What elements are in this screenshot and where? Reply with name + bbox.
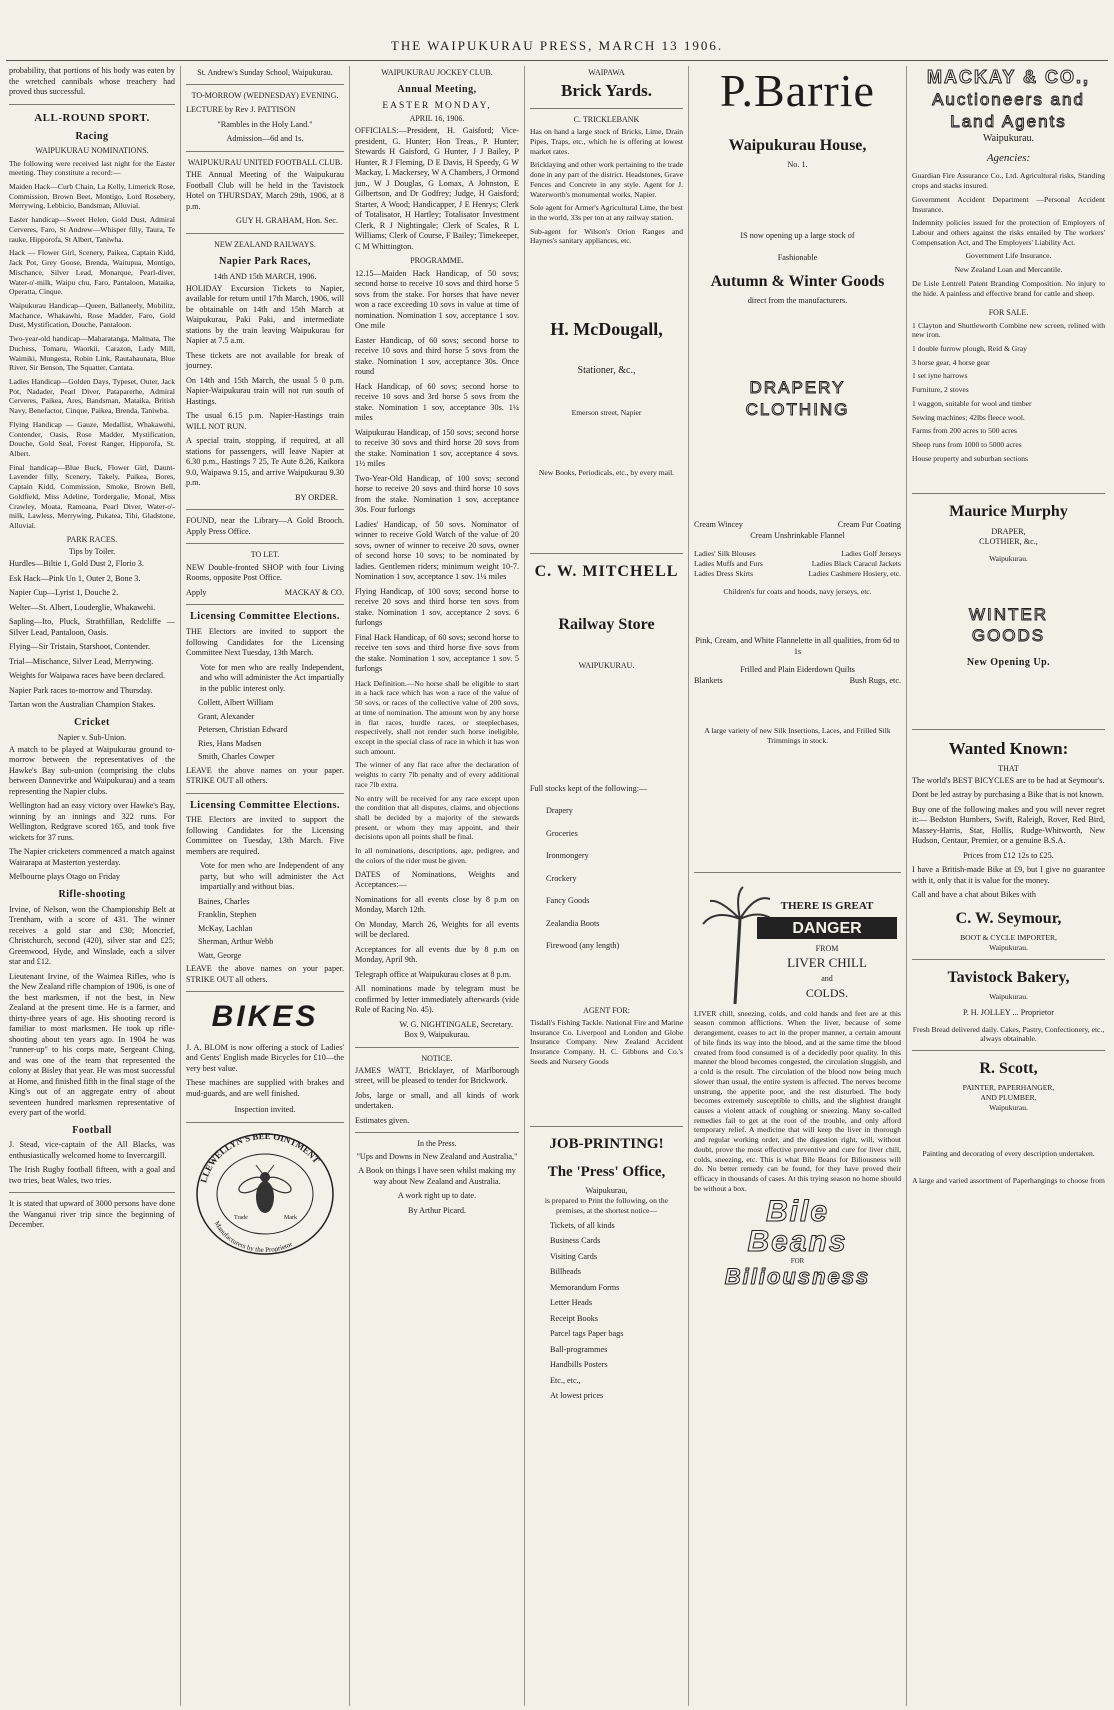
column-container (4, 66, 1110, 1706)
drapery-heading: DRAPERY (749, 377, 846, 397)
candidate-name: Collett, Albert William (198, 698, 274, 707)
two-year-old: Two-year-old handicap—Maharatanga, Malmata, The Duchess, Tomaru, Waorkii, Carazon, Lady Mill, Waimiki, Mungesta, Robin Link, Rautahaunata, Blue River, Sir Benson, The Squatter, Cantata. (9, 334, 175, 373)
intro-text: probability, that portions of his body was eaten by the wretched cannibals whose treachery had proved thus successful. (9, 66, 175, 96)
caracul-jackets: Ladies Black Caracul Jackets (811, 559, 901, 569)
print-item: Billheads (550, 1267, 581, 1277)
danger-banner (694, 879, 901, 1009)
assortment: A large and varied assortment of Paperhangings to choose from (912, 1176, 1105, 1186)
easter-handicap: Easter handicap—Sweet Helen, Gold Dust, Admiral Cerveres, Faro, St Andrew—Whisper filly, Taura, Te rauke, Hipporofa, St Albert, Taniwha. (9, 215, 175, 244)
agency-5: New Zealand Loan and Mercantile. (954, 265, 1063, 275)
dates-4: Telegraph office at Waipukurau closes at 8 p.m. (355, 969, 512, 979)
candidate-name: Watt, George (198, 950, 242, 960)
liver-chill-text: LIVER chill, sneezing, colds, and cold hands and feet are at this season common afflictions. When the liver, because of some derangement, ceases to act in the proper manner, a certain amount of bile finds its way into the blood, and at the same time the blood created from food consumed is of a decidedly poor quality. In this manner the blood becomes congested, the circulation sluggish, and a cold is the result. The circulation of the blood now being much slower than usual, the entire system is affected. The nerves become unstrung, the appetite poor, and the rest disturbed. The body becomes extremely susceptible to chills, and the slightest draught causes a violent attack of coughing or sneezing. Many so-called remedies fail to get at the root of the trouble, and only afford temporary relief. A medicine that will keep the liver in thorough and regular working order, and the digestion right, will, without doubt, prove the most effective preventive and cure for liver chill, colds, sneezing, etc. This is what Bile Beans for Biliousness will do. No better remedy can be found, for they have proved their efficacy in thousands of cases. At this trying season no home should be without a box. (694, 1008, 901, 1193)
biliousness-word: Biliousness (724, 1264, 871, 1290)
masthead-title: THE WAIPUKURAU PRESS, MARCH 13 1906. (390, 38, 724, 53)
licensing-names-1 (186, 698, 344, 763)
bikes-text-2: These machines are supplied with brakes and mud-guards, and are well finished. (186, 1078, 344, 1098)
land-agents: Land Agents (950, 111, 1067, 131)
tip-esk-hack: Esk Hack—Pink Un 1, Outer 2, Bone 3. (9, 573, 141, 583)
tavistock-heading: Tavistock Bakery, (947, 968, 1070, 986)
football-p1: J. Stead, vice-captain of the All Blacks, was enthusiastically welcomed home to Invercargill. (9, 1140, 175, 1160)
print-item: Business Cards (550, 1236, 601, 1246)
brick-p1: Has on hand a large stock of Bricks, Lime, Drain Pipes, Traps, etc., which he is offering at lowest market rates. (530, 127, 683, 156)
direct-from: direct from the manufacturers. (747, 296, 848, 306)
found-notice: FOUND, near the Library—A Gold Brooch. Apply Press Office. (186, 516, 344, 536)
park-races-heading: PARK RACES. (66, 534, 118, 544)
prepared-text: is prepared to Print the following, on the premises, at the shortest notice— (544, 1196, 669, 1215)
winter-heading: WINTER (968, 604, 1049, 624)
annual-meeting: Annual Meeting, (397, 84, 477, 96)
bread-text: Fresh Bread delivered daily. Cakes, Pastry, Confectionery, etc., always obtainable. (912, 1024, 1105, 1044)
print-list (530, 1221, 683, 1402)
maiden-hack: Maiden Hack—Curb Chain, La Kelly, Limerick Rose, Commission, Brown Beet, Montigo, Lord Rosebery, Merrywing, Lebbicio, Bandsman, Alluvial. (9, 182, 175, 211)
notice-text: JAMES WATT, Bricklayer, of Marlborough street, will be pleased to tender for Brickwork. (355, 1065, 519, 1086)
print-item: Letter Heads (550, 1298, 593, 1308)
print-item: Receipt Books (550, 1313, 598, 1323)
column-jockey-club (350, 66, 525, 1706)
golf-jerseys: Ladies Golf Jerseys (841, 549, 901, 559)
prog-7: Flying Handicap, of 100 sovs; second horse to receive 20 sovs and third horse ten sovs from stake. Nomination 1 sov, acceptance 2 sovs. 6 furlongs (355, 586, 519, 628)
print-item: Etc., etc., (550, 1375, 581, 1385)
danger-line5: and (820, 973, 833, 983)
tavistock-town: Waipukurau. (989, 992, 1028, 1002)
tricklebank: C. TRICKLEBANK (573, 114, 640, 124)
tartan-note: Tartan won the Australian Champion Stakes. (9, 700, 156, 710)
prog-3: Hack Handicap, of 60 sovs; second horse to receive 10 sovs and 3rd horse 5 sovs from the stake. Nomination 1 sov, acceptance 30s. 1¼ miles (355, 381, 519, 423)
to-let-apply: Apply (186, 587, 207, 597)
seal-mark: Mark (284, 1214, 297, 1221)
scott-heading: R. Scott, (979, 1059, 1038, 1077)
mitchell-waipukurau: WAIPUKURAU. (578, 661, 635, 671)
entry-rule: No entry will be received for any race except upon the condition that all disputes, claims, and objections shall be decided by a majority of the stewards present, or whom they may appoint, and their decisions upon all points shall be final. (355, 793, 519, 842)
rail-p3: On 14th and 15th March, the usual 5 0 p.m. Napier-Waipukurau train will not run south of Hastings. (186, 375, 344, 406)
tip-flying: Flying—Sir Tristain, Starshoot, Contender. (9, 642, 151, 652)
licensing-heading-2: Licensing Committee Elections. (190, 799, 340, 811)
prog-4: Waipukurau Handicap, of 150 sovs; second horse to receive 30 sovs and third horse 20 sovs from the stake. Nomination 1 sov, acceptance 4 sovs. 1½ miles (355, 427, 519, 469)
licensing-heading-1: Licensing Committee Elections. (190, 611, 340, 623)
muffs-furs: Ladies Muffs and Furs (694, 559, 763, 569)
for-sale-3: 3 horse gear, 4 horse gear (912, 357, 990, 367)
licensing-leave-1: LEAVE the above names on your paper. STRIKE OUT all others. (186, 765, 344, 785)
danger-line4: LIVER CHILL (786, 954, 867, 970)
column-ads-2 (907, 66, 1110, 1706)
agency-2: Government Accident Department —Personal Accident Insurance. (912, 194, 1105, 214)
final-handicap: Final handicap—Blue Buck, Flower Girl, Daunt-Lavender filly, Scenery, Takely, Paikea, Bores, Captain Kidd, Commission, Smoke, Brown Bell, Goldfield, Miss Adeline, Tordergalie, Monal, Miss Crawley, Moata, Ramoana, Pearl Diver, Water-o'-milk, Lawless, Merrywing, Pukatea, Tihi, Gladstone, Alluvial. (9, 462, 175, 531)
candidate-name: Ries, Hans Madsen (198, 738, 262, 748)
cricket-heading: Cricket (74, 716, 110, 728)
plumber: AND PLUMBER, (980, 1093, 1037, 1103)
candidate-name: Sherman, Arthur Webb (198, 937, 274, 947)
mackay-town: Waipukurau. (982, 132, 1035, 144)
wanted-3: Buy one of the following makes and you will never regret it:— Bedston Humbers, Swift, Raleigh, Rover, Red Bird, Massey-Harris, Star, Hollis, Rudge-Whitworth, New Hudson, Centaur, Premier, or a genuine B.S.A. (912, 804, 1105, 846)
brick-yards: Brick Yards. (561, 81, 652, 101)
wanted-1: The world's BEST BICYCLES are to be had at Seymour's. (912, 775, 1105, 785)
lecture-line: LECTURE by Rev J. PATTISON (186, 105, 296, 115)
easter-monday: EASTER MONDAY, (382, 101, 492, 112)
print-item: Ball-programmes (550, 1344, 608, 1354)
club-heading: WAIPUKURAU JOCKEY CLUB. (381, 68, 493, 77)
blankets: Blankets (694, 675, 723, 685)
opening-text: IS now opening up a large stock of (740, 230, 855, 240)
rifle-p1: Irvine, of Nelson, won the Championship Belt at Trentham, with a score of 431. The winner receives a gold star and £30; Moncrief, Christchurch, second (420), silver star and £25; Greenwood, Hyde, and Winslade, each a silver star and £12. (9, 904, 175, 967)
tip-napier-cup: Napier Cup—Lyrist 1, Douche 2. (9, 588, 119, 598)
scott-town: Waipukurau. (989, 1102, 1028, 1112)
candidate-name: Petersen, Christian Edward (198, 725, 288, 734)
bikes-heading: BIKES (211, 1000, 319, 1034)
railways-sub: Napier Park Races, (219, 255, 311, 267)
hack-entries: Hack — Flower Girl, Scenery, Paikea, Captain Kidd, Jack Pot, Grey Goose, Brenda, Waitupua, Montigo, Mischance, Silver Lead, Monarque, Pearl-diver, Water-o'-milk, Waipu chu, Faro, Pantaloon, Mataika, Operatta, Cinque. (9, 248, 175, 297)
cricket-p3: The Napier cricketers commenced a match against Wairarapa at Masterton yesterday. (9, 847, 175, 867)
wanted-2: Dont be led astray by purchasing a Bike that is not known. (912, 790, 1104, 800)
bikes-inspect: Inspection invited. (234, 1105, 296, 1115)
print-item: Tickets, of all kinds (550, 1220, 615, 1230)
silk-insertions: A large variety of new Silk Insertions, Laces, and Frilled Silk Trimmings in stock. (704, 726, 891, 746)
agency-4: Government Life Insurance. (965, 251, 1052, 261)
brick-p3: Sole agent for Armer's Agricultural Lime, the best in the world, 33s per ton at any railway station. (530, 203, 683, 222)
licensing-text-2: THE Electors are invited to support the following Candidates for the Licensing Committee on Tuesday, 13th March. Five members are required. (186, 815, 344, 856)
rail-p1: HOLIDAY Excursion Tickets to Napier, available for return until 17th March, 1906, will be obtainable on 14th and 15th March at Waipukurau, Paki Paki, and intermediate stations by the train leaving Waipukurau for Napier at 7.5 a.m. (186, 283, 344, 346)
tip-sapling: Sapling—Ito, Pluck, Strathfillan, Redcliffe — Silver Lead, Pantaloon, Oasis. (9, 617, 175, 637)
svg-text:Manufacturers by the Proprieto (213, 1219, 295, 1253)
to-let-sig: MACKAY & CO. (284, 587, 344, 597)
stock-item: Crockery (546, 873, 577, 883)
draper: DRAPER, (991, 526, 1026, 536)
house-number: No. 1. (787, 160, 808, 170)
railways-heading: NEW ZEALAND RAILWAYS. (214, 239, 316, 249)
agency-3: Indemnity policies issued for the protection of Employers of Labour and others against the risks entailed by The workers' Compensation Act, and The Employers' Liability Act. (912, 218, 1105, 247)
seymour-heading: C. W. Seymour, (955, 909, 1062, 927)
nominations-heading: WAIPUKURAU NOMINATIONS. (35, 146, 149, 156)
cream-wincey: Cream Wincey (694, 520, 743, 530)
waipukurau-handicap: Waipukurau Handicap—Queen, Ballaneely, Mobilitz, Machance, Whakawhi, Rose Madder, Faro, Gold Dust, Mystification, Douche, Pantaloon. (9, 300, 175, 330)
cream-flannel: Cream Unshrinkable Flannel (750, 530, 845, 540)
print-item: Handbills Posters (550, 1360, 608, 1370)
mitchell: C. W. MITCHELL (534, 563, 679, 581)
officials: OFFICIALS:—President, H. Gaisford; Vice-president, G. Hunter; Hon Treas., P. Hunter; Stewards H Gaisford, G Hunter, J J Bailey, P Hunter, R J Fleming, D E Davis, H Speedy, G W Mackay, L Mackersey, W A Chambers, J Ormond jun., W J Douglas, G Lomax, A Johnston, E Gilbertson, and Dr Godfrey; Judge, H Gaisford; Starter, A Wood; Handicapper, J E Henrys; Clerk of Totalisator, H Hartley; Totalisator Investment Clerk, R J Nightingale; Clerk of Scales, R L Williams; Clerk of Course, F Bailey; Timekeeper, C M Whittington. (355, 126, 519, 251)
stock-list (530, 806, 683, 952)
flying-handicap: Flying Handicap — Gauze, Medallist, Whakawehi, Contender, Oasis, Rose Madder, Mystification, Douche, Gold Seal, Forest Ranger, Hipporofa, St. Albert. (9, 419, 175, 459)
clothing-heading: CLOTHING (745, 399, 850, 419)
dress-skirts: Ladies Dress Skirts (694, 568, 754, 578)
stock-item: Groceries (546, 828, 578, 838)
for-sale-4: 1 set iyne harrows (912, 371, 968, 381)
beans-word: Beans (747, 1225, 848, 1259)
notice-heading: NOTICE. (421, 1053, 453, 1063)
rifle-p2: Lieutenant Irvine, of the Waimea Rifles, who is the New Zealand rifle champion of 1906, is one of the best marksmen, if not the best, in New Zealand at the present time. He is a farmer, and thirty-three years of age. His shooting record is familiar to most marksmen. He took up rifle-shooting about ten years ago. In 1904 he was "runner-up" to his corps mate, Sergeant Ching, and was one of the team that represented the colony at Bisley that year. He was most successful at Home, and finished fifth in the final stage of the King's out of an aggregate entry of about seventeen hundred marksmen representative of every part of the world. (9, 971, 175, 1118)
dates-1: Nominations for all events close by 8 p.m on Monday, March 12th. (355, 894, 519, 915)
seymour-town: Waipukurau. (989, 943, 1028, 953)
prog-8: Final Hack Handicap, of 60 sovs; second horse to receive ten sovs and third horse five sovs from the stake. Nomination 1 sov, acceptance 1 sov. 5 furlongs (355, 632, 519, 674)
bile-word: Bile (765, 1195, 830, 1229)
p-barrie-logo: P.Barrie (720, 66, 875, 116)
prog-5: Two-Year-Old Handicap, of 100 sovs; second horse to receive 20 sovs and third horse 10 sovs from the stake. Nomination 1 sov, acceptance 30s. Four furlongs (355, 473, 519, 515)
new-opening: New Opening Up. (966, 657, 1051, 669)
cricket-p2: Wellington had an easy victory over Hawke's Bay, winning by an innings and 322 runs. For Wellington, Redgrave scored 165, and took five wickets for 37 runs. (9, 801, 175, 842)
press-date: A work right up to date. (397, 1191, 477, 1201)
stocks-heading: Full stocks kept of the following:— (530, 783, 648, 793)
seal-text: LLEWELLYN'S BEE OINTMENT (198, 1130, 322, 1184)
press-desc: A Book on things I have seen whilst making my way about New Zealand and Australia. (358, 1166, 516, 1186)
football-club-heading: WAIPUKURAU UNITED FOOTBALL CLUB. (187, 157, 343, 167)
decorating: Painting and decorating of every description undertaken. (922, 1148, 1095, 1158)
football-p3: It is stated that upward of 3000 persons have done the Wanganui river trip since the beginning of December. (9, 1199, 175, 1230)
notice-text-3: Estimates given. (355, 1115, 410, 1125)
clothier: CLOTHIER, &c., (979, 537, 1038, 547)
programme-heading: PROGRAMME. (410, 256, 464, 266)
tip-welter: Welter—St. Albert, Louderglie, Whakawehi. (9, 602, 156, 612)
murphy-heading: Maurice Murphy (949, 503, 1068, 521)
nomination-rule: In all nominations, descriptions, age, pedigree, and the colors of the rider must be given. (355, 846, 519, 865)
stock-item: Zealandia Boots (546, 918, 600, 928)
church-heading: St. Andrew's Sunday School, Waipukurau. (197, 68, 333, 77)
stock-item: Firewood (any length) (546, 941, 620, 951)
weights-note: Weights for Waipawa races have been declared. (9, 671, 166, 681)
wanted-known: Wanted Known: (948, 738, 1069, 758)
dates-3: Acceptances for all events due by 8 p.m on Monday, April 9th. (355, 944, 519, 965)
jolley: P. H. JOLLEY ... Proprietor (963, 1008, 1054, 1018)
column-sport (4, 66, 181, 1706)
candidate-name: Smith, Charles Cowper (198, 752, 275, 761)
press-office-town: Waipukurau, (585, 1185, 628, 1195)
painter: PAINTER, PAPERHANGER, (962, 1083, 1055, 1093)
licensing-vote-2: Vote for men who are Independent of any party, but who will administer the Act impartially and without bias. (200, 861, 344, 892)
for-sale-2: 1 double furrow plough, Reid & Gray (912, 343, 1027, 353)
press-office: The 'Press' Office, (547, 1163, 666, 1180)
for-sale-9: Sheep runs from 1000 to 5000 acres (912, 440, 1022, 450)
column-notices (181, 66, 350, 1706)
sport-heading: ALL-ROUND SPORT. (34, 111, 150, 124)
for-sale-8: Farms from 200 acres to 500 acres (912, 426, 1018, 436)
waipukurau-house: Waipukurau House, (728, 137, 867, 154)
railway-store: Railway Store (558, 615, 655, 633)
new-books: New Books, Periodicals, etc., by every mail. (538, 467, 675, 477)
column-ads-1 (525, 66, 689, 1706)
railways-dates: 14th AND 15th MARCH, 1906. (213, 271, 317, 281)
park-tips: Tips by Toiler. (68, 547, 116, 556)
agencies-heading: Agencies: (986, 152, 1031, 165)
goods-heading: GOODS (971, 626, 1046, 646)
for-sale-6: 1 waggon, suitable for wool and timber (912, 398, 1032, 408)
licensing-vote-1: Vote for men who are really Independent, and who will administer the Act impartially in the public interest only. (200, 662, 344, 693)
svg-text:LLEWELLYN'S BEE OINTMENT (198, 1131, 321, 1184)
mcdougall-street: Emerson street, Napier (571, 407, 642, 417)
rail-p4: The usual 6.15 p.m. Napier-Hastings train WILL NOT RUN. (186, 411, 344, 431)
silk-blouses: Ladies' Silk Blouses (694, 549, 756, 559)
secretary-sig: W. G. NIGHTINGALE, Secretary. (399, 1019, 513, 1029)
cream-fur: Cream Fur Coating (837, 520, 901, 530)
tip-hurdles: Hurdles—Biltie 1, Gold Dust 2, Florio 3. (9, 559, 144, 569)
church-time: TO-MORROW (WEDNESDAY) EVENING. (191, 91, 339, 101)
stock-item: Drapery (546, 806, 573, 816)
stock-item: Ironmongery (546, 851, 589, 861)
print-item: Parcel tags Paper bags (550, 1329, 624, 1339)
wanted-5: I have a British-made Bike at £9, but I give no guarantee with it, only that it is value for the money. (912, 865, 1105, 885)
candidate-name: Franklin, Stephen (198, 910, 257, 920)
licensing-text-1: THE Electors are invited to support the following Candidates for the Licensing Committee Next Tuesday, 13th March. (186, 627, 344, 657)
fashionable: Fashionable (777, 253, 818, 263)
for-sale-10: House property and suburban sections (912, 453, 1028, 463)
agent-heading: AGENT FOR: (583, 1005, 630, 1015)
napier-park-note: Napier Park races to-morrow and Thursday. (9, 685, 153, 695)
tip-trial: Trial—Mischance, Silver Lead, Merrywing. (9, 656, 154, 666)
children-coats: Children's fur coats and hoods, navy jerseys, etc. (723, 586, 872, 596)
rail-p5: A special train, stopping, if required, at all stations for passengers, will leave Napier at 6.30 p.m., Hastings 7 25, Te Aute 8.26, Kaikora 9.0, Waipawa 9.15, and arrive Waipukurau 9.30 p.m. (186, 436, 344, 488)
mcdougall: H. McDougall, (550, 319, 663, 340)
to-let-text: NEW Double-fronted SHOP with four Living Rooms, opposite Post Office. (186, 562, 344, 583)
candidate-name: Grant, Alexander (198, 711, 255, 721)
rail-p2: These tickets are not available for break of journey. (186, 350, 344, 371)
hack-definition: Hack Definition.—No horse shall be eligible to start in a hack race which has won a race of the value of 50 sovs, or races of the collective value of 200 sovs, at time of nomination. The amount won by any horse in flat races, hurdle races, or steeplechases, respectively, shall not render such horse ineligible, except in the special class of race in which it has won such amount. (355, 678, 519, 756)
wanted-6: Call and have a chat about Bikes with (912, 890, 1036, 900)
mackay-heading: MACKAY & CO., (926, 67, 1091, 87)
brick-p2: Bricklaying and other work pertaining to the trade done in any part of the district. Headstones, Grave Fences and Concrete in any style. Agent for J. Waterworth's monumental works, Napier. (530, 160, 683, 199)
waipawa-label: WAIPAWA (588, 68, 625, 77)
brick-p4: Sub-agent for Wilson's Orion Ranges and Haynes's sanitary appliances, etc. (530, 226, 683, 246)
candidate-name: Baines, Charles (198, 896, 250, 906)
dates-heading: DATES of Nominations, Weights and Acceptances:— (355, 869, 519, 890)
press-title: "Ups and Downs in New Zealand and Australia," (356, 1151, 518, 1161)
job-printing: JOB-PRINTING! (549, 1136, 664, 1153)
danger-line2: DANGER (791, 919, 862, 937)
seal-sub: Manufacturers by the Proprietor (212, 1219, 294, 1254)
football-p2: The Irish Rugby football fifteen, with a goal and two tries, beat Wales, two tries. (9, 1165, 175, 1185)
lecture-title: "Rambles in the Holy Land." (217, 119, 313, 129)
prog-6: Ladies' Handicap, of 50 sovs. Nominator of winner to receive Gold Watch of the value of 20 sovs, owner of winner to receive 20 sovs, owner of second horse 10 sovs; to be nominated by ladies. Gentlemen riders; minimum weight 10-7. Nomination 1 sov, acceptance 1 sov. 1¼ miles (355, 519, 519, 582)
danger-line6: COLDS. (805, 985, 848, 1000)
print-item: Memorandum Forms (550, 1282, 620, 1292)
flannelette: Pink, Cream, and White Flannelette in all qualities, from 6d to 1s (695, 636, 900, 656)
prog-1: 12.15—Maiden Hack Handicap, of 50 sovs; second horse to receive 10 sovs and third horse 5 sovs from the stake. For horses that have never won a race exceeding 10 sovs in value at time of nomination. Nomination 1 sov, acceptance 1 sov. One mile (355, 268, 519, 331)
rail-sig: BY ORDER. (295, 492, 338, 502)
for-sale-1: 1 Clayton and Shuttleworth Combine new screen, relined with new iron. (912, 320, 1105, 340)
stationer: Stationer, &c., (577, 365, 636, 377)
football-club-sig: GUY H. GRAHAM, Hon. Sec. (235, 216, 338, 226)
prog-2: Easter Handicap, of 60 sovs; second horse to receive 10 sovs and third horse 5 sovs from the stake. Nomination 1 sov, acceptance 30s. Once round (355, 335, 519, 377)
wanted-4: Prices from £12 12s to £25. (963, 850, 1054, 860)
racing-heading: Racing (75, 130, 109, 142)
notice-text-2: Jobs, large or small, and all kinds of work undertaken. (355, 1090, 519, 1111)
boot-cycle: BOOT & CYCLE IMPORTER, (960, 933, 1057, 943)
rifle-heading: Rifle-shooting (58, 888, 126, 900)
bile-beans-logo (694, 1197, 901, 1288)
murphy-town: Waipukurau. (989, 553, 1028, 563)
masthead-rule (6, 60, 1108, 61)
danger-line3: FROM (815, 943, 838, 953)
bee-ointment-seal (186, 1129, 344, 1263)
winner-rule: The winner of any flat race after the declaration of weights to carry 7lb penalty and of every additional race 7lb extra. (355, 760, 519, 789)
meeting-date: APRIL 16, 1906. (409, 114, 465, 124)
autumn-winter: Autumn & Winter Goods (710, 272, 885, 290)
to-let-heading: TO LET. (250, 550, 280, 560)
eiderdown-quilts: Frilled and Plain Eiderdown Quilts (740, 665, 855, 675)
football-heading: Football (72, 1124, 112, 1136)
for-sale-7: Sewing machines; 42lbs fleece wool. (912, 412, 1025, 422)
cashmere-hosiery: Ladies Cashmere Hosiery, etc. (808, 568, 901, 578)
palm-tree-icon (695, 879, 901, 1009)
nominations-intro: The following were received last night for the Easter meeting. They constitute a record:— (9, 158, 175, 178)
press-heading: In the Press. (417, 1139, 457, 1149)
cricket-sub: Napier v. Sub-Union. (57, 732, 127, 742)
cricket-p4: Melbourne plays Otago on Friday (9, 872, 120, 882)
auctioneers: Auctioneers and (932, 90, 1085, 110)
print-item: At lowest prices (550, 1391, 604, 1401)
danger-line1: THERE IS GREAT (780, 899, 873, 912)
box-address: Box 9, Waipukurau. (404, 1030, 470, 1040)
stock-item: Fancy Goods (546, 896, 590, 906)
licensing-names-2 (186, 897, 344, 962)
ladies-handicap: Ladies Handicap—Golden Days, Typeset, Outer, Jack Pot, Nadader, Pearl Diver, Pataparerhe, Admiral Cerveres, Paikea, Ares, Bandsman, Mataika, British Navy, Benefactor, Cinque, Paikea, Brenda, Taniwha. (9, 376, 175, 416)
bush-rugs: Bush Rugs, etc. (849, 675, 901, 685)
candidate-name: McKay, Lachlan (198, 923, 253, 933)
that-label: THAT (998, 763, 1019, 773)
agency-1: Guardian Fire Assurance Co., Ltd. Agricultural risks, Standing crops and stacks insured. (912, 171, 1105, 191)
column-p-barrie (689, 66, 907, 1706)
seal-trade: Trade (234, 1214, 248, 1221)
cricket-p1: A match to be played at Waipukurau ground to-morrow between the representatives of the Hawke's Bay sub-union (comprising the clubs between Dannevirke and Waipukurau) and a team representing the Napier clubs. (9, 744, 175, 796)
football-club-text: THE Annual Meeting of the Waipukurau Football Club will be held in the Tavistock Hotel on THURSDAY, March 29th, 1906, at 8 p.m. (186, 170, 344, 211)
dates-2: On Monday, March 26, Weights for all events will be declared. (355, 919, 519, 940)
dates-5: All nominations made by telegram must be confirmed by letter immediately afterwards (vide Rule of Racing No. 45). (355, 984, 519, 1015)
licensing-leave-2: LEAVE the above names on your paper. STRIKE OUT all others. (186, 964, 344, 984)
press-author: By Arthur Picard. (408, 1205, 466, 1215)
print-item: Visiting Cards (550, 1251, 598, 1261)
for-sale-5: Furniture, 2 stoves (912, 385, 969, 395)
agent-list: Tisdall's Fishing Tackle. National Fire and Marine Insurance Co. Liverpool and London and Globe Insurance Company. New Zealand Accident Insurance Company. H. C. Gibbons and Co.'s Seeds and Nursery Goods (530, 1017, 683, 1066)
agency-6: De Lisle Lentrell Patent Branding Composition. No injury to the hide. A painless and effective brand for cattle and sheep. (912, 278, 1105, 298)
for-sale-heading: FOR SALE. (988, 308, 1029, 318)
bikes-text: J. A. BLOM is now offering a stock of Ladies' and Gents' English made Bicycles for £10—the very best value. (186, 1042, 344, 1073)
admission: Admission—6d and 1s. (226, 134, 304, 144)
for-word: FOR (790, 1257, 805, 1266)
bee-icon (190, 1129, 340, 1259)
